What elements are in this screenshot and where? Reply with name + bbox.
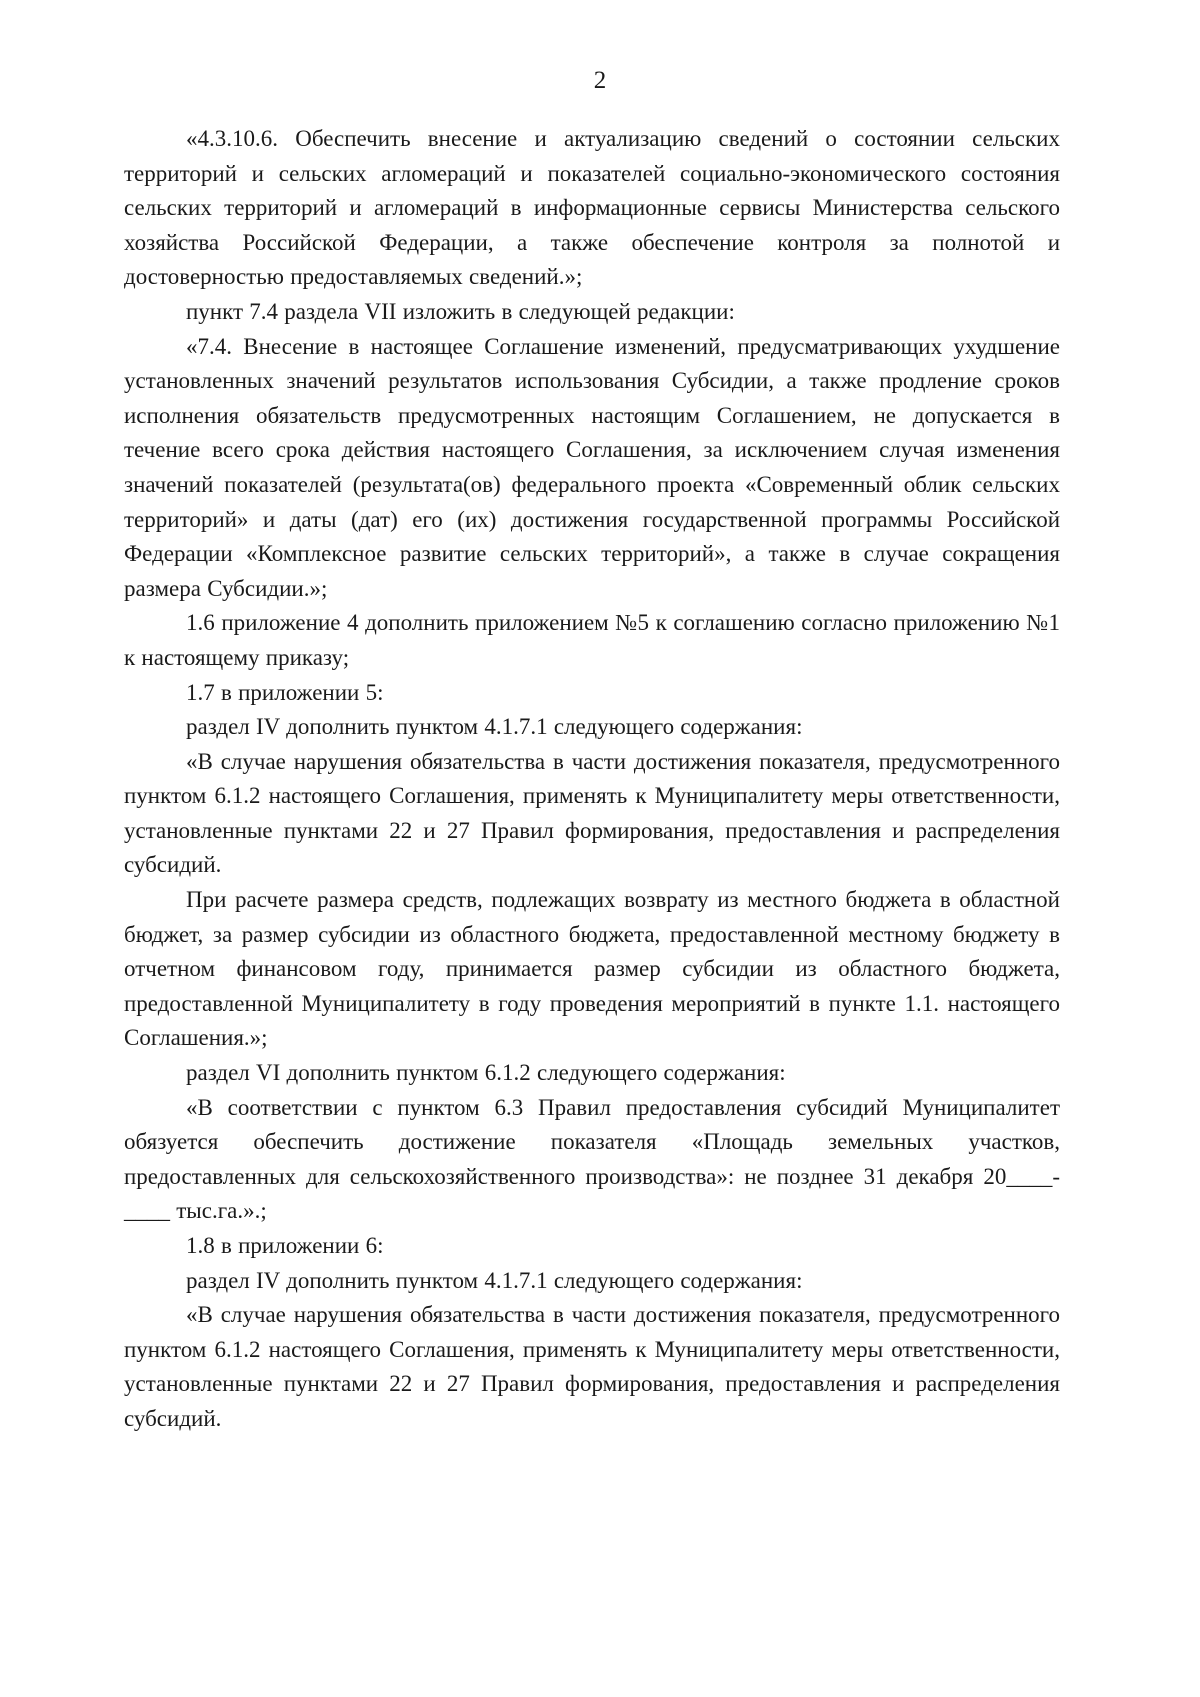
paragraph-refund-calculation: При расчете размера средств, подлежащих возврату из местного бюджета в областной бюджет, за размер субсидии из областного бюджета, предоставленной местному бюджету в отчетном финансовом году, принимается размер субсидии из областного бюджета, предоставленной Муниципалитету в году проведения мероприятий в пункте 1.1. настоящего Соглашения.»; (124, 887, 1060, 1051)
paragraph-section-iv-intro-2: раздел IV дополнить пунктом 4.1.7.1 следующего содержания: (186, 1267, 803, 1293)
paragraph-point-7-4-intro: пункт 7.4 раздела VII изложить в следующей редакции: (186, 298, 735, 324)
paragraph-section-vi-intro: раздел VI дополнить пунктом 6.1.2 следующего содержания: (186, 1060, 786, 1086)
paragraph-clause-7-4: «7.4. Внесение в настоящее Соглашение изменений, предусматривающих ухудшение установленных значений результатов использования Субсидии, а также продление сроков исполнения обязательств предусмотренных настоящим Соглашением, не допускается в течение всего срока действия настоящего Соглашения, за исключением случая изменения значений показателей (результата(ов) федерального проекта «Современный облик сельских территорий» и даты (дат) его (их) достижения государственной программы Российской Федерации «Комплексное развитие сельских территорий», а также в случае сокращения размера Субсидии.»; (124, 333, 1060, 601)
paragraph-section-iv-intro: раздел IV дополнить пунктом 4.1.7.1 следующего содержания: (186, 714, 803, 740)
paragraph-item-1-6: 1.6 приложение 4 дополнить приложением №5 к соглашению согласно приложению №1 к настоящему приказу; (124, 610, 1060, 670)
paragraph-violation-clause: «В случае нарушения обязательства в части достижения показателя, предусмотренного пунктом 6.1.2 настоящего Соглашения, применять к Муниципалитету меры ответственности, установленные пунктами 22 и 27 Правил формирования, предоставления и распределения субсидий. (124, 748, 1060, 878)
paragraph-violation-clause-2: «В случае нарушения обязательства в части достижения показателя, предусмотренного пунктом 6.1.2 настоящего Соглашения, применять к Муниципалитету меры ответственности, установленные пунктами 22 и 27 Правил формирования, предоставления и распределения субсидий. (124, 1302, 1060, 1431)
paragraph-item-1-7: 1.7 в приложении 5: (186, 679, 384, 705)
page-number: 2 (593, 67, 607, 94)
paragraph-clause-4-3-10-6: «4.3.10.6. Обеспечить внесение и актуализацию сведений о состоянии сельских территорий и сельских агломераций и показателей социально-экономического состояния сельских территорий и агломераций в информационные сервисы Министерства сельского хозяйства Российской Федерации, а также обеспечение контроля за полнотой и достоверностью предоставляемых сведений.»; (124, 126, 1060, 290)
paragraph-indicator-clause: «В соответствии с пунктом 6.3 Правил предоставления субсидий Муниципалитет обязуется обеспечить достижение показателя «Площадь земельных участков, предоставленных для сельскохозяйственного производства»: не позднее 31 декабря 20____- ____ тыс.га.».; (124, 1094, 1060, 1224)
document-body (124, 122, 1060, 1437)
paragraph-item-1-8: 1.8 в приложении 6: (186, 1233, 384, 1258)
